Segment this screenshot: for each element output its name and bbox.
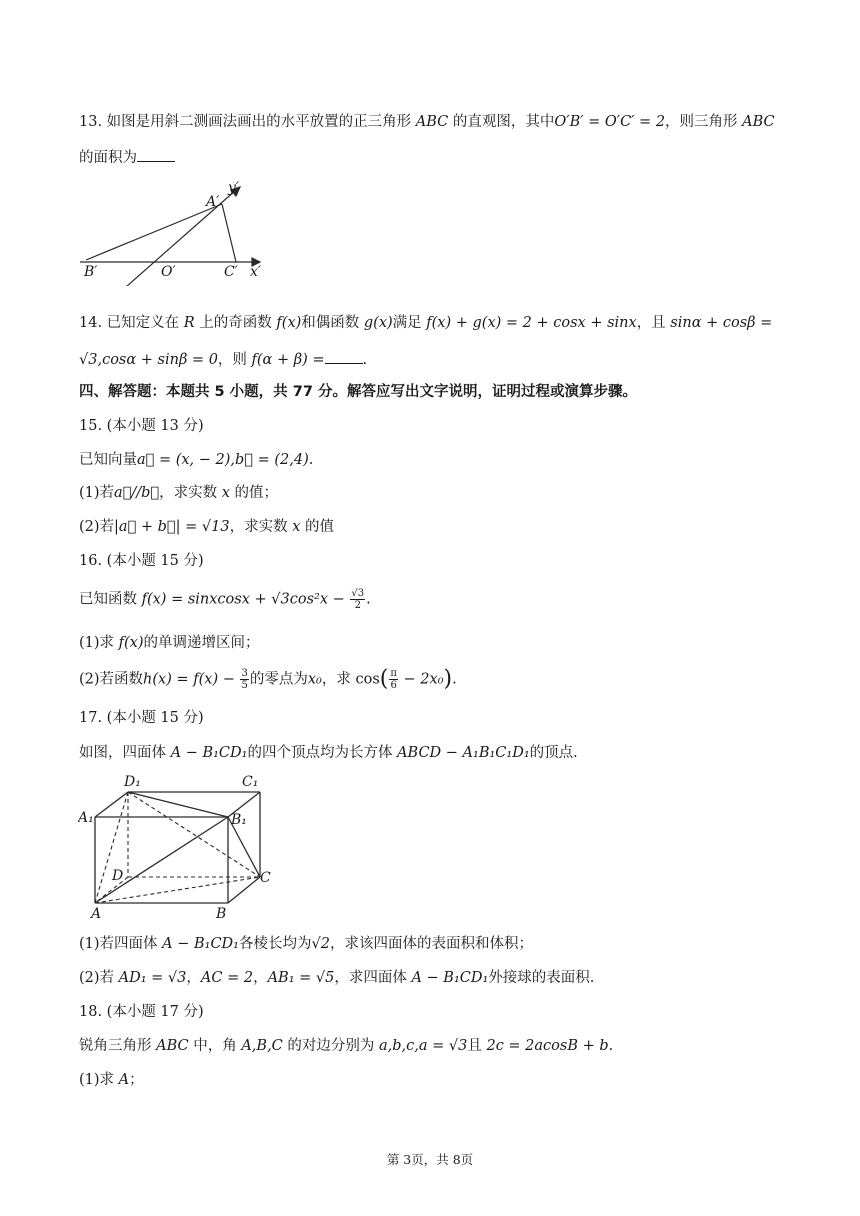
q14-line1: 14. 已知定义在 R 上的奇函数 f(x)和偶函数 g(x)满足 f(x) + g(x) = 2 + cosx + sinx，且 sinα + cosβ =	[79, 315, 773, 331]
q13-line2: 的面积为	[79, 147, 175, 168]
q16-given: 已知函数 f(x) = sinxcosx + √3cos²x − $\frac{√3}{2}$ .	[79, 588, 371, 611]
label-a: A	[91, 906, 102, 922]
q13-line1: 13. 如图是用斜二测画法画出的水平放置的正三角形 ABC 的直观图，其中O′B′ = O′C′ = 2，则三角形 ABC	[79, 114, 775, 130]
q18-head: 18. (本小题 17 分)	[79, 1004, 204, 1020]
q16-part2: (2)若函数h(x) = f(x) − $\frac{3}{5}$ 的零点为x₀，求 cos( $\frac{\pi}{6}$ − 2x₀).	[79, 666, 457, 692]
label-a1: A₁	[78, 810, 94, 826]
q18-part1: (1)求 A；	[79, 1072, 144, 1088]
q16-head: 16. (本小题 15 分)	[79, 553, 204, 569]
page-footer: 第 3页，共 8页	[386, 1152, 474, 1167]
q17-head: 17. (本小题 15 分)	[79, 710, 204, 726]
label-b-prime: B′	[84, 264, 98, 280]
q13-text: 13. 如图是用斜二测画法画出的水平放置的正三角形	[79, 114, 416, 130]
q17-cuboid-figure	[78, 770, 288, 922]
label-b1: B₁	[231, 812, 247, 828]
label-d: D	[112, 868, 124, 884]
q18-given: 锐角三角形 ABC 中，角 A,B,C 的对边分别为 a,b,c,a = √3且 2c = 2acosB + b.	[79, 1038, 614, 1054]
label-c1: C₁	[242, 774, 259, 790]
q15-head: 15. (本小题 13 分)	[79, 418, 204, 434]
label-d1: D₁	[124, 774, 141, 790]
q16-part1: (1)求 f(x)的单调递增区间；	[79, 635, 260, 651]
label-c: C	[260, 870, 271, 886]
q13-figure	[78, 176, 278, 286]
label-c-prime: C′	[224, 264, 238, 280]
q17-part1: (1)若四面体 A − B₁CD₁各棱长均为√2，求该四面体的表面积和体积；	[79, 936, 533, 952]
label-b: B	[216, 906, 227, 922]
q15-part1: (1)若a⃗//b⃗，求实数 x 的值；	[79, 485, 279, 501]
fraction: $\frac{√3}{2}$	[351, 588, 365, 611]
fraction: $\frac{\pi}{6}$	[390, 668, 397, 691]
q13-condition: O′B′ = O′C′ = 2	[554, 114, 666, 130]
label-a-prime: A′	[206, 194, 220, 210]
answer-blank	[137, 147, 175, 162]
q14-line2: √3,cosα + sinβ = 0，则 f(α + β) = .	[79, 349, 367, 370]
label-y-prime: y′	[228, 180, 240, 196]
q15-part2: (2)若|a⃗ + b⃗| = √13，求实数 x 的值	[79, 519, 334, 535]
label-o-prime: O′	[161, 264, 176, 280]
section-heading: 四、解答题：本题共 5 小题，共 77 分。解答应写出文字说明，证明过程或演算步骤。	[79, 384, 637, 400]
label-x-prime: x′	[250, 264, 262, 280]
fraction: $\frac{3}{5}$	[241, 668, 248, 691]
answer-blank	[325, 349, 363, 364]
q17-part2: (2)若 AD₁ = √3，AC = 2，AB₁ = √5，求四面体 A − B₁CD₁外接球的表面积.	[79, 970, 595, 986]
q17-given: 如图，四面体 A − B₁CD₁的四个顶点均为长方体 ABCD − A₁B₁C₁D₁的顶点.	[79, 745, 578, 761]
q15-given: 已知向量a⃗ = (x, − 2),b⃗ = (2,4).	[79, 452, 314, 468]
